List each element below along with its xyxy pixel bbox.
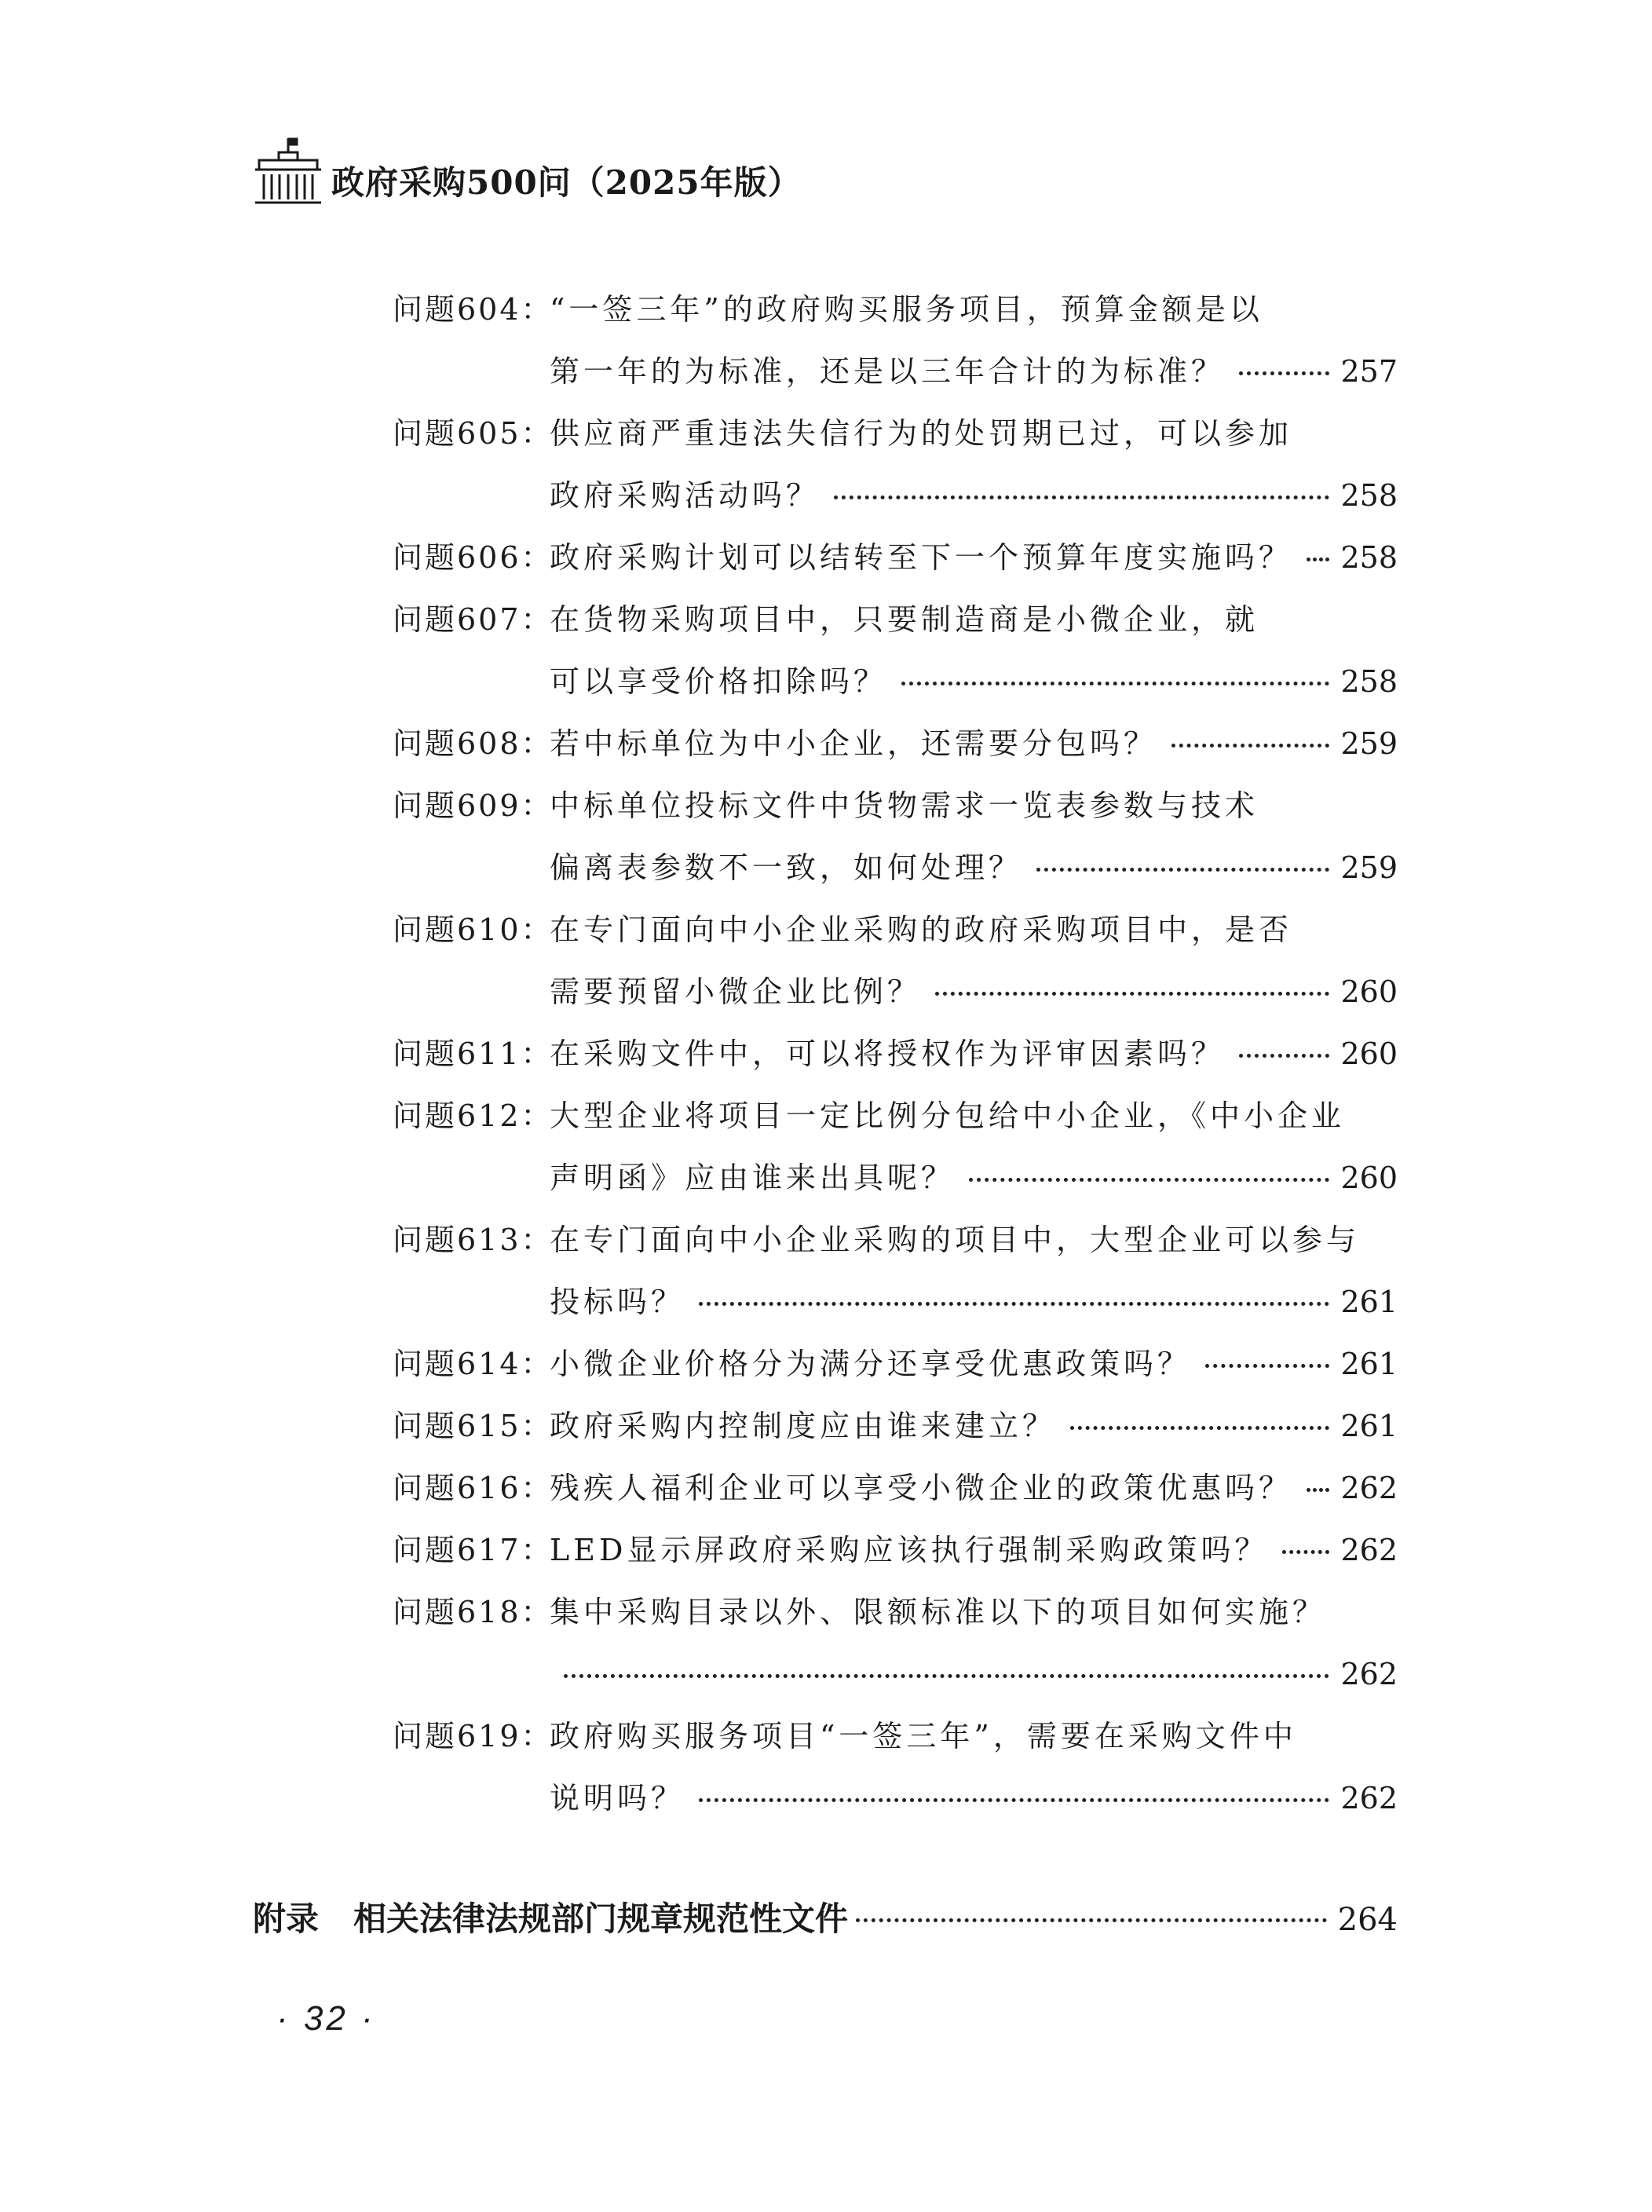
dot-leader — [1239, 371, 1329, 375]
toc-entry-line — [393, 527, 1398, 589]
question-text: 政府采购活动吗？ — [550, 478, 821, 513]
toc-entry[interactable] — [393, 1457, 1398, 1519]
toc-entry-line — [393, 775, 1398, 837]
page-number: 258 — [1340, 540, 1398, 575]
toc-entry-line — [393, 341, 1398, 403]
dot-leader — [969, 1178, 1329, 1182]
question-text: 政府购买服务项目“一签三年”，需要在采购文件中 — [550, 1719, 1297, 1753]
toc-entry-line — [393, 713, 1398, 775]
question-number: 问题611： — [393, 1037, 554, 1071]
toc-entry[interactable] — [393, 403, 1398, 527]
question-number: 问题609： — [393, 788, 554, 823]
question-text: 在货物采购项目中，只要制造商是小微企业，就 — [550, 602, 1259, 637]
dot-leader — [1070, 1426, 1329, 1430]
table-of-contents — [393, 279, 1398, 1830]
question-number: 问题607： — [393, 602, 554, 637]
dot-leader — [564, 1674, 1329, 1678]
toc-entry-line — [393, 1706, 1398, 1768]
toc-entry-line — [393, 1271, 1398, 1333]
page-number: 262 — [1340, 1657, 1398, 1691]
government-building-icon — [253, 135, 323, 207]
page-number: 261 — [1340, 1347, 1398, 1381]
question-text: “一签三年”的政府购买服务项目，预算金额是以 — [550, 292, 1263, 327]
question-text: 若中标单位为中小企业，还需要分包吗？ — [550, 726, 1158, 761]
toc-entry[interactable] — [393, 1209, 1398, 1333]
toc-entry-line — [393, 961, 1398, 1023]
question-text: 政府采购计划可以结转至下一个预算年度实施吗？ — [550, 540, 1293, 575]
question-number: 问题619： — [393, 1719, 554, 1753]
toc-entry[interactable] — [393, 1395, 1398, 1457]
dot-leader — [699, 1798, 1329, 1802]
dot-leader — [856, 1918, 1327, 1922]
toc-entry-line — [393, 1333, 1398, 1395]
question-text: 大型企业将项目一定比例分包给中小企业，《中小企业 — [550, 1099, 1346, 1133]
toc-entry[interactable] — [393, 775, 1398, 899]
toc-entry-line — [393, 899, 1398, 961]
dot-leader — [935, 992, 1329, 996]
toc-entry-line — [393, 1209, 1398, 1271]
question-text: 说明吗？ — [550, 1781, 685, 1815]
toc-entry-line — [393, 589, 1398, 651]
page-number: 262 — [1340, 1471, 1398, 1505]
toc-entry[interactable] — [393, 713, 1398, 775]
page-folio: · 32 · — [276, 1999, 376, 2038]
question-text: 在专门面向中小企业采购的政府采购项目中，是否 — [550, 912, 1293, 947]
question-text: 残疾人福利企业可以享受小微企业的政策优惠吗？ — [550, 1471, 1293, 1505]
question-text: 集中采购目录以外、限额标准以下的项目如何实施？ — [550, 1595, 1327, 1629]
question-text: 在采购文件中，可以将授权作为评审因素吗？ — [550, 1037, 1226, 1071]
dot-leader — [699, 1302, 1329, 1306]
dot-leader — [901, 682, 1329, 686]
page-number: 259 — [1340, 850, 1398, 885]
page-number: 261 — [1340, 1285, 1398, 1319]
question-text: 可以享受价格扣除吗？ — [550, 664, 888, 699]
toc-entry-line — [393, 279, 1398, 341]
question-text: 政府采购内控制度应由谁来建立？ — [550, 1409, 1057, 1443]
page-number: 260 — [1340, 974, 1398, 1009]
question-number: 问题605： — [393, 416, 554, 451]
toc-entry-line — [393, 465, 1398, 527]
book-title: 政府采购500问（2025年版） — [331, 163, 802, 202]
toc-entry-line — [393, 1768, 1398, 1830]
question-number: 问题606： — [393, 540, 554, 575]
page-number: 258 — [1340, 664, 1398, 699]
question-number: 问题616： — [393, 1471, 554, 1505]
question-number: 问题614： — [393, 1347, 554, 1381]
question-text: 需要预留小微企业比例？ — [550, 974, 922, 1009]
dot-leader — [1171, 744, 1329, 748]
appendix-entry[interactable] — [253, 1888, 1398, 1951]
toc-entry-line — [393, 1395, 1398, 1457]
toc-entry-line — [393, 1581, 1398, 1643]
toc-entry[interactable] — [393, 1333, 1398, 1395]
dot-leader — [1282, 1550, 1329, 1554]
dot-leader — [1239, 1054, 1329, 1058]
running-header — [253, 135, 802, 207]
question-text: 中标单位投标文件中货物需求一览表参数与技术 — [550, 788, 1259, 823]
page-number: 259 — [1340, 726, 1398, 761]
toc-entry[interactable] — [393, 1581, 1398, 1706]
appendix-page-number: 264 — [1337, 1902, 1398, 1938]
question-text: 小微企业价格分为满分还享受优惠政策吗？ — [550, 1347, 1192, 1381]
question-text: LED显示屏政府采购应该执行强制采购政策吗？ — [550, 1533, 1269, 1567]
toc-entry-line — [393, 1085, 1398, 1147]
toc-entry-line — [393, 1147, 1398, 1209]
toc-entry-line — [393, 1643, 1398, 1706]
question-number: 问题608： — [393, 726, 554, 761]
question-number: 问题613： — [393, 1223, 554, 1257]
toc-entry[interactable] — [393, 1706, 1398, 1830]
page-number: 258 — [1340, 478, 1398, 513]
toc-entry-line — [393, 1519, 1398, 1581]
appendix-label: 附录 — [253, 1899, 320, 1938]
toc-entry-line — [393, 1023, 1398, 1085]
dot-leader — [1036, 868, 1329, 872]
toc-entry-line — [393, 403, 1398, 465]
page-number: 261 — [1340, 1409, 1398, 1443]
toc-entry[interactable] — [393, 279, 1398, 403]
page-number: 257 — [1340, 354, 1398, 389]
toc-entry[interactable] — [393, 589, 1398, 713]
question-text: 供应商严重违法失信行为的处罚期已过，可以参加 — [550, 416, 1293, 451]
question-number: 问题604： — [393, 292, 554, 327]
question-number: 问题610： — [393, 912, 554, 947]
question-text: 第一年的为标准，还是以三年合计的为标准？ — [550, 354, 1226, 389]
question-text: 投标吗？ — [550, 1285, 685, 1319]
toc-entry[interactable] — [393, 527, 1398, 589]
question-number: 问题618： — [393, 1595, 554, 1629]
page-number: 260 — [1340, 1037, 1398, 1071]
toc-entry[interactable] — [393, 1519, 1398, 1581]
dot-leader — [1307, 558, 1329, 561]
page-number: 262 — [1340, 1781, 1398, 1815]
toc-entry-line — [393, 651, 1398, 713]
toc-entry[interactable] — [393, 1085, 1398, 1209]
toc-entry[interactable] — [393, 899, 1398, 1023]
appendix-title: 相关法律法规部门规章规范性文件 — [353, 1899, 849, 1938]
question-number: 问题615： — [393, 1409, 554, 1443]
question-text: 偏离表参数不一致，如何处理？ — [550, 850, 1023, 885]
dot-leader — [834, 495, 1329, 499]
toc-entry-line — [393, 1457, 1398, 1519]
page-number: 262 — [1340, 1533, 1398, 1567]
question-number: 问题612： — [393, 1099, 554, 1133]
dot-leader — [1205, 1364, 1329, 1368]
dot-leader — [1307, 1488, 1329, 1492]
question-text: 在专门面向中小企业采购的项目中，大型企业可以参与 — [550, 1223, 1361, 1257]
question-text: 声明函》应由谁来出具呢？ — [550, 1161, 956, 1195]
question-number: 问题617： — [393, 1533, 554, 1567]
toc-entry[interactable] — [393, 1023, 1398, 1085]
toc-entry-line — [393, 837, 1398, 899]
page-number: 260 — [1340, 1161, 1398, 1195]
